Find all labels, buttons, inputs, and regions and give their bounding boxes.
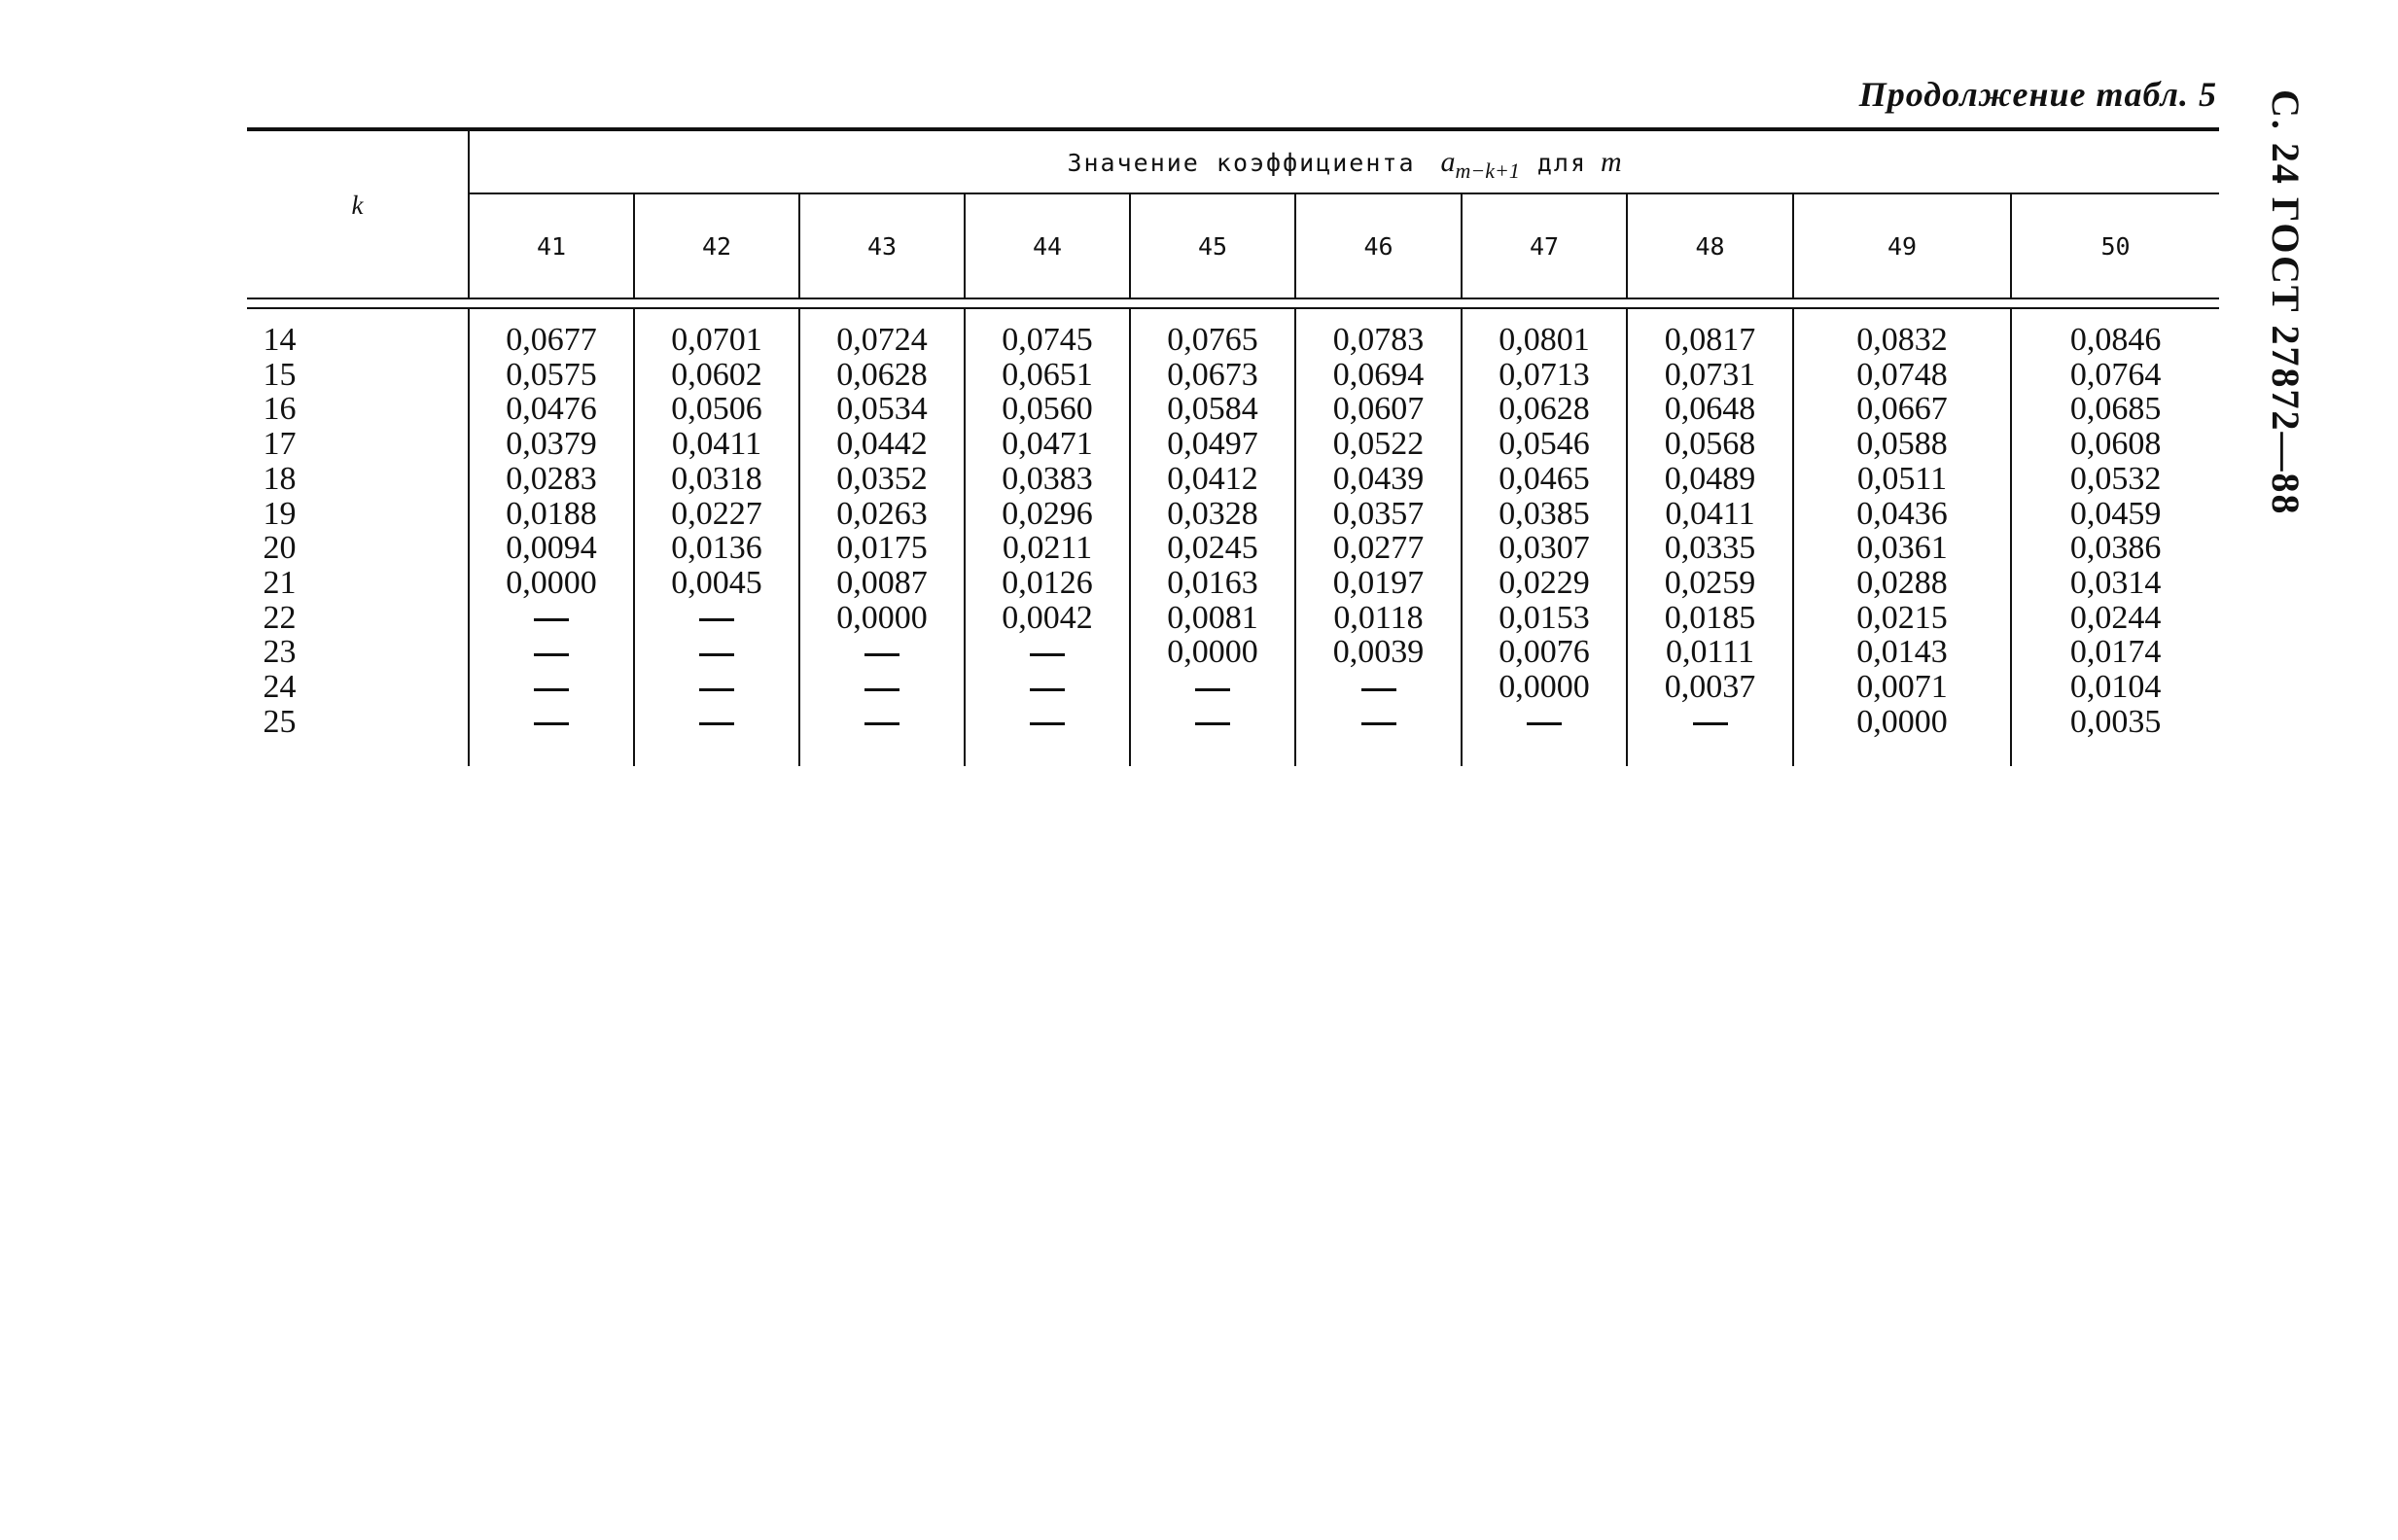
empty-value-cell	[965, 670, 1130, 705]
table-row	[247, 308, 2219, 358]
empty-value-cell	[634, 670, 799, 705]
coefficient-value-cell: 0,0000	[799, 601, 965, 636]
k-value-cell: 17	[247, 427, 469, 462]
coefficient-value-cell: 0,0832	[1793, 308, 2011, 358]
coefficient-value-cell: 0,0045	[634, 566, 799, 601]
dash-mark	[699, 653, 734, 656]
coefficient-value-cell: 0,0379	[469, 427, 634, 462]
coefficient-value-cell: 0,0497	[1130, 427, 1295, 462]
dash-mark	[1195, 688, 1230, 691]
dash-mark	[864, 688, 899, 691]
coefficient-value-cell: 0,0745	[965, 308, 1130, 358]
coefficient-value-cell: 0,0602	[634, 358, 799, 393]
m-column-header: 48	[1627, 193, 1793, 298]
coefficient-value-cell: 0,0651	[965, 358, 1130, 393]
coefficient-value-cell: 0,0383	[965, 462, 1130, 497]
coefficient-value-cell: 0,0227	[634, 497, 799, 532]
m-column-header: 45	[1130, 193, 1295, 298]
coefficient-letter: a	[1440, 145, 1456, 178]
coefficient-value-cell: 0,0283	[469, 462, 634, 497]
empty-value-cell	[799, 705, 965, 767]
coefficient-value-cell: 0,0000	[1793, 705, 2011, 767]
table-row	[247, 670, 2219, 705]
table-row	[247, 427, 2219, 462]
coefficient-value-cell: 0,0153	[1462, 601, 1627, 636]
coefficient-value-cell: 0,0534	[799, 392, 965, 427]
coefficient-value-cell: 0,0318	[634, 462, 799, 497]
table-header	[247, 129, 2219, 308]
empty-value-cell	[965, 635, 1130, 670]
coefficient-value-cell: 0,0245	[1130, 531, 1295, 566]
coefficient-value-cell: 0,0713	[1462, 358, 1627, 393]
coefficient-value-cell: 0,0104	[2011, 670, 2219, 705]
coefficient-value-cell: 0,0439	[1295, 462, 1462, 497]
empty-value-cell	[1462, 705, 1627, 767]
table-row	[247, 531, 2219, 566]
k-value-cell: 22	[247, 601, 469, 636]
dash-mark	[534, 722, 569, 725]
coefficient-value-cell: 0,0584	[1130, 392, 1295, 427]
coefficient-value-cell: 0,0588	[1793, 427, 2011, 462]
dash-mark	[534, 618, 569, 621]
coefficient-value-cell: 0,0765	[1130, 308, 1295, 358]
coefficient-value-cell: 0,0783	[1295, 308, 1462, 358]
empty-value-cell	[634, 635, 799, 670]
coefficient-value-cell: 0,0087	[799, 566, 965, 601]
dash-mark	[864, 722, 899, 725]
coefficient-value-cell: 0,0185	[1627, 601, 1793, 636]
coefficient-value-cell: 0,0801	[1462, 308, 1627, 358]
coefficient-value-cell: 0,0259	[1627, 566, 1793, 601]
coefficient-value-cell: 0,0522	[1295, 427, 1462, 462]
coefficient-value-cell: 0,0701	[634, 308, 799, 358]
coefficient-value-cell: 0,0560	[965, 392, 1130, 427]
coefficient-value-cell: 0,0126	[965, 566, 1130, 601]
coefficient-value-cell: 0,0628	[799, 358, 965, 393]
coefficient-value-cell: 0,0244	[2011, 601, 2219, 636]
coefficient-value-cell: 0,0748	[1793, 358, 2011, 393]
coefficient-value-cell: 0,0442	[799, 427, 965, 462]
table-row	[247, 392, 2219, 427]
dash-mark	[1361, 688, 1396, 691]
coefficient-value-cell: 0,0035	[2011, 705, 2219, 767]
k-column-header: k	[247, 129, 469, 298]
table-row	[247, 635, 2219, 670]
coefficient-subscript: m−k+1	[1455, 158, 1520, 183]
k-value-cell: 20	[247, 531, 469, 566]
coefficient-value-cell: 0,0000	[1462, 670, 1627, 705]
coefficient-value-cell: 0,0506	[634, 392, 799, 427]
dash-mark	[1527, 722, 1562, 725]
coefficient-value-cell: 0,0175	[799, 531, 965, 566]
empty-value-cell	[965, 705, 1130, 767]
empty-value-cell	[1295, 670, 1462, 705]
coefficient-table	[247, 127, 2219, 766]
dash-mark	[1361, 722, 1396, 725]
table-row	[247, 705, 2219, 767]
k-value-cell: 23	[247, 635, 469, 670]
empty-value-cell	[469, 635, 634, 670]
coefficient-value-cell: 0,0328	[1130, 497, 1295, 532]
coefficient-value-cell: 0,0411	[1627, 497, 1793, 532]
m-column-header: 49	[1793, 193, 2011, 298]
table-row	[247, 601, 2219, 636]
k-value-cell: 14	[247, 308, 469, 358]
coefficient-m-symbol: m	[1601, 145, 1622, 178]
coefficient-value-cell: 0,0076	[1462, 635, 1627, 670]
empty-value-cell	[469, 705, 634, 767]
k-value-cell: 19	[247, 497, 469, 532]
dash-mark	[1030, 688, 1065, 691]
k-value-cell: 21	[247, 566, 469, 601]
coefficient-value-cell: 0,0296	[965, 497, 1130, 532]
empty-value-cell	[799, 635, 965, 670]
dash-mark	[699, 722, 734, 725]
coefficient-value-cell: 0,0163	[1130, 566, 1295, 601]
coefficient-value-cell: 0,0546	[1462, 427, 1627, 462]
coefficient-value-cell: 0,0471	[965, 427, 1130, 462]
coefficient-value-cell: 0,0459	[2011, 497, 2219, 532]
empty-value-cell	[634, 601, 799, 636]
coefficient-value-cell: 0,0607	[1295, 392, 1462, 427]
dash-mark	[1195, 722, 1230, 725]
coefficient-value-cell: 0,0465	[1462, 462, 1627, 497]
coefficient-for-text: для	[1536, 148, 1588, 177]
coefficient-value-cell: 0,0476	[469, 392, 634, 427]
k-value-cell: 25	[247, 705, 469, 767]
empty-value-cell	[634, 705, 799, 767]
k-value-cell: 24	[247, 670, 469, 705]
m-column-header: 41	[536, 231, 567, 261]
coefficient-group-header	[469, 129, 2219, 193]
coefficient-value-cell: 0,0731	[1627, 358, 1793, 393]
coefficient-symbol	[1440, 145, 1520, 183]
coefficient-value-cell: 0,0143	[1793, 635, 2011, 670]
m-column-header: 43	[799, 193, 965, 298]
coefficient-value-cell: 0,0386	[2011, 531, 2219, 566]
coefficient-value-cell: 0,0436	[1793, 497, 2011, 532]
coefficient-value-cell: 0,0411	[634, 427, 799, 462]
coefficient-value-cell: 0,0575	[469, 358, 634, 393]
empty-value-cell	[1627, 705, 1793, 767]
empty-value-cell	[799, 670, 965, 705]
coefficient-value-cell: 0,0335	[1627, 531, 1793, 566]
coefficient-value-cell: 0,0352	[799, 462, 965, 497]
coefficient-value-cell: 0,0677	[469, 308, 634, 358]
coefficient-value-cell: 0,0037	[1627, 670, 1793, 705]
coefficient-value-cell: 0,0042	[965, 601, 1130, 636]
coefficient-header-text: Значение коэффициента	[1067, 148, 1416, 177]
empty-value-cell	[469, 601, 634, 636]
table-body	[247, 308, 2219, 766]
coefficient-value-cell: 0,0174	[2011, 635, 2219, 670]
m-values-header-row	[247, 193, 2219, 298]
table-row	[247, 566, 2219, 601]
coefficient-value-cell: 0,0357	[1295, 497, 1462, 532]
k-value-cell: 16	[247, 392, 469, 427]
coefficient-value-cell: 0,0817	[1627, 308, 1793, 358]
coefficient-value-cell: 0,0215	[1793, 601, 2011, 636]
coefficient-value-cell: 0,0263	[799, 497, 965, 532]
coefficient-value-cell: 0,0724	[799, 308, 965, 358]
m-column-header: 46	[1295, 193, 1462, 298]
table-row	[247, 497, 2219, 532]
coefficient-value-cell: 0,0846	[2011, 308, 2219, 358]
dash-mark	[1030, 722, 1065, 725]
coefficient-value-cell: 0,0361	[1793, 531, 2011, 566]
m-column-header: 42	[634, 193, 799, 298]
dash-mark	[1693, 722, 1728, 725]
coefficient-value-cell: 0,0136	[634, 531, 799, 566]
empty-value-cell	[1295, 705, 1462, 767]
header-double-rule	[247, 298, 2219, 308]
coefficient-value-cell: 0,0094	[469, 531, 634, 566]
coefficient-value-cell: 0,0229	[1462, 566, 1627, 601]
coefficient-value-cell: 0,0489	[1627, 462, 1793, 497]
coefficient-value-cell: 0,0412	[1130, 462, 1295, 497]
dash-mark	[699, 688, 734, 691]
dash-mark	[534, 653, 569, 656]
coefficient-value-cell: 0,0188	[469, 497, 634, 532]
dash-mark	[1030, 653, 1065, 656]
k-value-cell: 18	[247, 462, 469, 497]
empty-value-cell	[1130, 705, 1295, 767]
coefficient-value-cell: 0,0211	[965, 531, 1130, 566]
m-column-header: 50	[2011, 193, 2219, 298]
coefficient-value-cell: 0,0608	[2011, 427, 2219, 462]
coefficient-value-cell: 0,0568	[1627, 427, 1793, 462]
dash-mark	[864, 653, 899, 656]
coefficient-value-cell: 0,0628	[1462, 392, 1627, 427]
coefficient-value-cell: 0,0685	[2011, 392, 2219, 427]
page-standard-label: С. 24 ГОСТ 27872—88	[2264, 89, 2308, 516]
empty-value-cell	[1130, 670, 1295, 705]
coefficient-table-container	[247, 127, 2219, 766]
m-column-header: 47	[1462, 193, 1627, 298]
table-row	[247, 462, 2219, 497]
dash-mark	[699, 618, 734, 621]
k-value-cell: 15	[247, 358, 469, 393]
coefficient-value-cell: 0,0307	[1462, 531, 1627, 566]
coefficient-value-cell: 0,0081	[1130, 601, 1295, 636]
coefficient-value-cell: 0,0694	[1295, 358, 1462, 393]
coefficient-value-cell: 0,0277	[1295, 531, 1462, 566]
table-continuation-label: Продолжение табл. 5	[1858, 75, 2217, 114]
coefficient-value-cell: 0,0511	[1793, 462, 2011, 497]
table-row	[247, 358, 2219, 393]
coefficient-value-cell: 0,0288	[1793, 566, 2011, 601]
coefficient-value-cell: 0,0000	[469, 566, 634, 601]
coefficient-value-cell: 0,0197	[1295, 566, 1462, 601]
coefficient-value-cell: 0,0667	[1793, 392, 2011, 427]
empty-value-cell	[469, 670, 634, 705]
coefficient-value-cell: 0,0111	[1627, 635, 1793, 670]
coefficient-value-cell: 0,0118	[1295, 601, 1462, 636]
coefficient-value-cell: 0,0673	[1130, 358, 1295, 393]
m-column-header: 44	[965, 193, 1130, 298]
coefficient-value-cell: 0,0000	[1130, 635, 1295, 670]
coefficient-value-cell: 0,0314	[2011, 566, 2219, 601]
coefficient-value-cell: 0,0648	[1627, 392, 1793, 427]
coefficient-value-cell: 0,0764	[2011, 358, 2219, 393]
coefficient-value-cell: 0,0039	[1295, 635, 1462, 670]
coefficient-value-cell: 0,0532	[2011, 462, 2219, 497]
dash-mark	[534, 688, 569, 691]
coefficient-value-cell: 0,0385	[1462, 497, 1627, 532]
coefficient-value-cell: 0,0071	[1793, 670, 2011, 705]
